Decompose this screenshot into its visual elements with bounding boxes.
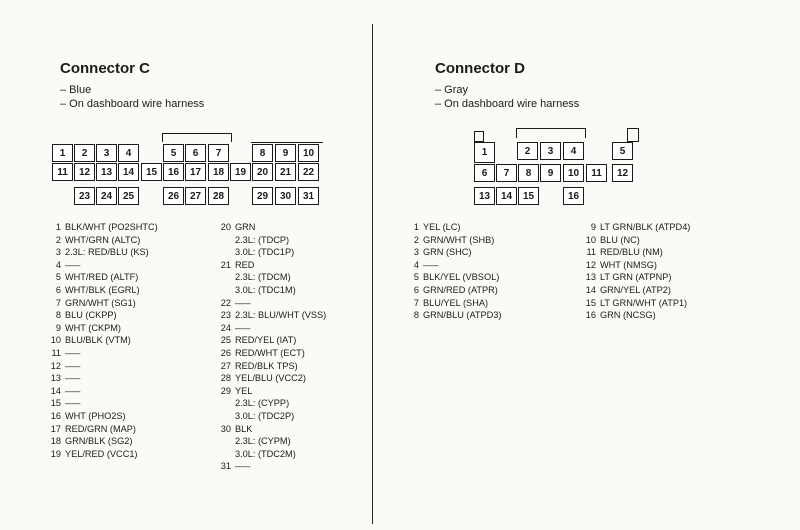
pin-description: ––– — [235, 297, 251, 308]
connector-d-pin-entry — [408, 271, 501, 284]
pin-number: 1 — [413, 222, 419, 232]
connector-d-pin-entry — [585, 284, 690, 297]
connector-c-pin: 11 — [52, 163, 73, 181]
pin-number: 19 — [50, 448, 61, 459]
pin-description: WHT/GRN (ALTC) — [65, 234, 141, 245]
pin-number: 4 — [413, 259, 419, 270]
connector-d-pin: 15 — [518, 187, 539, 205]
connector-c-pin: 10 — [298, 144, 319, 162]
pin-variant: 2.3L: (CYPM) — [235, 436, 291, 447]
connector-c-pin-entry — [220, 334, 326, 347]
pin-description: BLK/WHT (PO2SHTC) — [65, 222, 158, 232]
connector-c-pin-entry — [220, 221, 326, 234]
pin-number: 7 — [55, 297, 61, 308]
connector-c-pin: 24 — [96, 187, 117, 205]
connector-d-pin: 9 — [540, 164, 561, 182]
pin-description: YEL (LC) — [423, 222, 461, 232]
pin-number: 22 — [220, 297, 231, 308]
connector-c-pin: 14 — [118, 163, 139, 181]
pin-description: LT GRN (ATPNP) — [600, 272, 672, 283]
connector-d-pin-entry — [408, 259, 501, 272]
pin-number: 23 — [220, 310, 231, 321]
connector-d-pin-entry — [585, 246, 690, 259]
connector-c-pin-entry — [50, 221, 158, 234]
pin-description: GRN (SHC) — [423, 247, 472, 258]
pin-description: ––– — [65, 259, 81, 270]
pin-description: 2.3L: BLU/WHT (VSS) — [235, 310, 327, 321]
connector-c-pin-list-1 — [50, 221, 158, 460]
connector-c-pin: 26 — [163, 187, 184, 205]
connector-d-pin: 7 — [496, 164, 517, 182]
connector-c-pin: 20 — [252, 163, 273, 181]
pin-number: 15 — [585, 297, 596, 308]
connector-d-pin: 11 — [586, 164, 607, 182]
pin-description: ––– — [423, 259, 439, 270]
connector-d-pin-list-2 — [585, 221, 690, 322]
connector-c-pin: 22 — [298, 163, 319, 181]
connector-c-pin-entry — [50, 372, 158, 385]
pin-number: 26 — [220, 347, 231, 358]
pin-number: 4 — [55, 259, 61, 270]
pin-number: 17 — [50, 423, 61, 434]
connector-c-pin-list-2 — [220, 221, 326, 473]
pin-number: 6 — [55, 284, 61, 295]
pin-description: GRN/BLK (SG2) — [65, 436, 133, 447]
pin-description: GRN/BLU (ATPD3) — [423, 310, 502, 321]
connector-d-latch — [474, 131, 484, 142]
pin-description: RED/BLU (NM) — [600, 247, 663, 258]
pin-description: GRN — [235, 222, 256, 232]
pin-variant: 3.0L: (TDC1P) — [235, 247, 295, 258]
pin-description: WHT (PHO2S) — [65, 410, 126, 421]
connector-c-pin: 25 — [118, 187, 139, 205]
pin-description: GRN/WHT (SHB) — [423, 234, 495, 245]
pin-variant: 3.0L: (TDC2P) — [235, 410, 295, 421]
connector-c-pin-entry — [220, 259, 326, 272]
connector-c-pin: 5 — [163, 144, 184, 162]
pin-description: GRN/YEL (ATP2) — [600, 284, 671, 295]
connector-c-pin: 2 — [74, 144, 95, 162]
connector-d-pin-entry — [585, 259, 690, 272]
connector-c-key — [231, 133, 232, 142]
connector-c-title: Connector C — [60, 60, 150, 77]
pin-description: ––– — [65, 360, 81, 371]
connector-d-pin-list-1 — [408, 221, 501, 322]
connector-c-pin: 13 — [96, 163, 117, 181]
pin-description: YEL — [235, 385, 253, 396]
connector-d-color: – Gray — [435, 84, 469, 96]
connector-c-pin-entry — [50, 246, 158, 259]
connector-d-key — [516, 128, 586, 129]
pin-number: 3 — [55, 247, 61, 258]
connector-c-pin-entry — [220, 372, 326, 385]
page-divider — [372, 24, 373, 524]
pin-number: 16 — [585, 310, 596, 321]
pin-variant: 2.3L: (TDCM) — [235, 272, 291, 283]
connector-c-pin-entry — [50, 347, 158, 360]
connector-c-pin: 19 — [230, 163, 251, 181]
connector-c-pin: 16 — [163, 163, 184, 181]
connector-d-pin-entry — [408, 309, 501, 322]
pin-description: GRN (NCSG) — [600, 310, 656, 321]
pin-variant: 2.3L: (CYPP) — [235, 398, 290, 409]
connector-d-pin: 10 — [563, 164, 584, 182]
connector-d-pin: 1 — [474, 142, 495, 163]
connector-c-pin-entry — [220, 309, 326, 322]
connector-c-pin-entry — [50, 385, 158, 398]
connector-c-pin: 8 — [252, 144, 273, 162]
connector-c-pin: 12 — [74, 163, 95, 181]
pin-number: 5 — [413, 272, 419, 283]
pin-number: 1 — [55, 222, 61, 232]
connector-d-pin-entry — [408, 234, 501, 247]
connector-d-pin-entry — [585, 297, 690, 310]
connector-c-pin-entry — [50, 410, 158, 423]
connector-c-pin: 6 — [185, 144, 206, 162]
pin-description: ––– — [65, 373, 81, 384]
pin-number: 2 — [413, 234, 419, 245]
connector-d-location: – On dashboard wire harness — [435, 97, 580, 110]
connector-d-pin: 5 — [612, 142, 633, 160]
connector-c-pin-entry — [220, 297, 326, 310]
connector-d-pin: 14 — [496, 187, 517, 205]
connector-c-pin-entry — [220, 347, 326, 360]
pin-description: BLK/YEL (VBSOL) — [423, 272, 500, 283]
pin-description: WHT (CKPM) — [65, 322, 121, 333]
pin-description: GRN/WHT (SG1) — [65, 297, 136, 308]
pin-description: ––– — [235, 322, 251, 333]
connector-c-location: – On dashboard wire harness — [60, 97, 205, 110]
pin-number: 9 — [590, 222, 596, 232]
connector-c-pin-entry — [50, 309, 158, 322]
pin-number: 5 — [55, 272, 61, 283]
pin-description: LT GRN/BLK (ATPD4) — [600, 222, 691, 232]
connector-d-latch — [627, 128, 639, 142]
connector-c-pin: 18 — [208, 163, 229, 181]
pin-variant: 3.0L: (TDC1M) — [235, 284, 296, 295]
connector-c-pin-entry — [220, 385, 326, 398]
pin-description: YEL/RED (VCC1) — [65, 448, 138, 459]
pin-description: BLU (NC) — [600, 234, 640, 245]
pin-description: RED/YEL (IAT) — [235, 335, 297, 346]
connector-d-pin: 13 — [474, 187, 495, 205]
pin-description: BLU/BLK (VTM) — [65, 335, 131, 346]
connector-c-pin: 21 — [275, 163, 296, 181]
connector-c-pin: 17 — [185, 163, 206, 181]
connector-c-pin-entry — [50, 448, 158, 461]
pin-number: 14 — [585, 284, 596, 295]
connector-d-key — [585, 128, 586, 138]
connector-c-key — [162, 133, 232, 134]
pin-description: WHT (NMSG) — [600, 259, 657, 270]
connector-d-pin-entry — [408, 297, 501, 310]
pin-description: ––– — [65, 385, 81, 396]
connector-c-pin-entry — [220, 423, 326, 436]
connector-d-pin-entry — [408, 284, 501, 297]
connector-d-key — [516, 128, 517, 138]
pin-number: 16 — [50, 410, 61, 421]
connector-d-pin-entry — [408, 221, 501, 234]
pin-number: 27 — [220, 360, 231, 371]
connector-c-pin-entry — [50, 234, 158, 247]
pin-description: ––– — [235, 461, 251, 472]
connector-c-pin: 1 — [52, 144, 73, 162]
pin-number: 25 — [220, 335, 231, 346]
connector-c-pin-entry — [50, 360, 158, 373]
connector-c-color: – Blue — [60, 84, 92, 96]
pin-number: 8 — [413, 310, 419, 321]
pin-number: 8 — [55, 310, 61, 321]
connector-d-pin: 8 — [518, 164, 539, 182]
pin-description: RED/WHT (ECT) — [235, 347, 305, 358]
connector-c-pin: 9 — [275, 144, 296, 162]
connector-c-pin: 15 — [141, 163, 162, 181]
connector-d-description — [435, 84, 579, 111]
connector-c-pin-entry — [50, 259, 158, 272]
connector-c-pin-entry — [50, 435, 158, 448]
connector-c-pin-entry — [50, 334, 158, 347]
pin-number: 28 — [220, 373, 231, 384]
pin-number: 20 — [220, 222, 231, 232]
pin-number: 30 — [220, 423, 231, 434]
pin-description: ––– — [65, 398, 81, 409]
pin-description: GRN/RED (ATPR) — [423, 284, 498, 295]
connector-d-pin-entry — [585, 234, 690, 247]
connector-c-pin-entry — [220, 460, 326, 473]
pin-description: 2.3L: RED/BLU (KS) — [65, 247, 149, 258]
pin-number: 11 — [51, 347, 61, 358]
pin-description: BLK — [235, 423, 253, 434]
connector-c-pin-entry — [50, 397, 158, 410]
pin-number: 10 — [585, 234, 596, 245]
pin-number: 7 — [413, 297, 419, 308]
connector-d-pin: 12 — [612, 164, 633, 182]
pin-description: RED/BLK TPS) — [235, 360, 298, 371]
pin-description: WHT/BLK (EGRL) — [65, 284, 140, 295]
connector-c-pin: 7 — [208, 144, 229, 162]
pin-number: 24 — [220, 322, 231, 333]
pin-number: 31 — [220, 461, 231, 472]
connector-c-pin-entry — [220, 322, 326, 335]
pin-number: 21 — [220, 259, 231, 270]
pin-number: 13 — [585, 272, 596, 283]
connector-d-pin: 16 — [563, 187, 584, 205]
pin-number: 29 — [220, 385, 231, 396]
connector-c-pin-entry — [50, 271, 158, 284]
pin-number: 6 — [413, 284, 419, 295]
connector-c-pin-entry — [220, 360, 326, 373]
connector-d-pin-entry — [585, 271, 690, 284]
pin-description: RED/GRN (MAP) — [65, 423, 136, 434]
pin-description: YEL/BLU (VCC2) — [235, 373, 306, 384]
connector-c-pin: 31 — [298, 187, 319, 205]
pin-number: 3 — [413, 247, 419, 258]
connector-c-pin-entry — [50, 322, 158, 335]
connector-d-pin: 3 — [540, 142, 561, 160]
pin-number: 14 — [50, 385, 61, 396]
connector-d-pin: 6 — [474, 164, 495, 182]
pin-number: 12 — [50, 360, 61, 371]
connector-c-pin: 30 — [275, 187, 296, 205]
pin-description: BLU/YEL (SHA) — [423, 297, 489, 308]
pin-number: 9 — [55, 322, 61, 333]
pin-variant: 3.0L: (TDC2M) — [235, 448, 296, 459]
pin-description: RED — [235, 259, 255, 270]
connector-d-title: Connector D — [435, 60, 525, 77]
connector-d-pin-entry — [585, 221, 690, 234]
connector-c-key — [162, 133, 163, 142]
pin-number: 2 — [55, 234, 61, 245]
connector-c-pin-entry — [50, 423, 158, 436]
connector-c-pin: 29 — [252, 187, 273, 205]
connector-c-pin-entry — [50, 284, 158, 297]
pin-number: 10 — [50, 335, 61, 346]
pin-description: LT GRN/WHT (ATP1) — [600, 297, 688, 308]
connector-d-pin-entry — [585, 309, 690, 322]
pin-number: 12 — [585, 259, 596, 270]
pin-number: 13 — [50, 373, 61, 384]
pin-description: WHT/RED (ALTF) — [65, 272, 139, 283]
pin-number: 18 — [50, 436, 61, 447]
pin-variant: 2.3L: (TDCP) — [235, 234, 290, 245]
connector-c-pin: 27 — [185, 187, 206, 205]
connector-d-pin-entry — [408, 246, 501, 259]
connector-c-pin: 28 — [208, 187, 229, 205]
connector-d-pin: 4 — [563, 142, 584, 160]
pin-number: 11 — [586, 247, 596, 258]
connector-c-pin: 3 — [96, 144, 117, 162]
connector-c-pin-entry — [50, 297, 158, 310]
pin-description: ––– — [65, 347, 81, 358]
connector-d-pin: 2 — [517, 142, 538, 160]
connector-c-pin: 4 — [118, 144, 139, 162]
connector-c-description — [60, 84, 204, 111]
pin-number: 15 — [50, 398, 61, 409]
pin-description: BLU (CKPP) — [65, 310, 117, 321]
connector-c-pin: 23 — [74, 187, 95, 205]
